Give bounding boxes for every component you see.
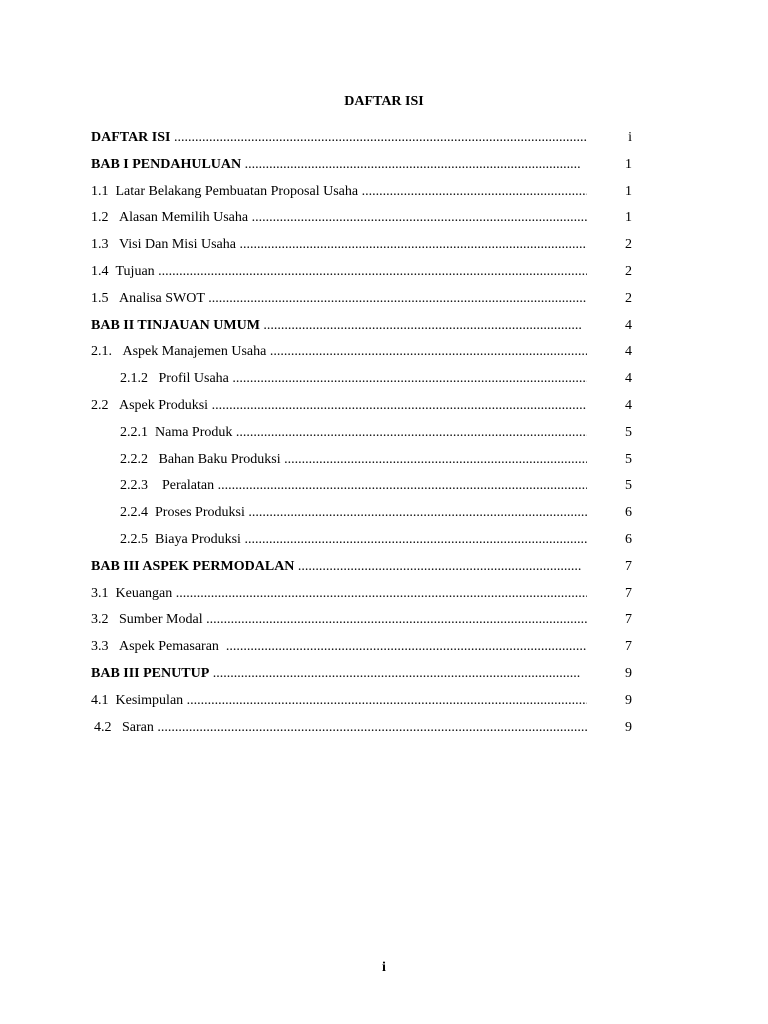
toc-entry-label: Latar Belakang Pembuatan Proposal Usaha	[115, 183, 359, 199]
table-of-contents	[0, 128, 768, 744]
toc-entry[interactable]	[0, 235, 768, 262]
toc-entry-number: 3.1	[91, 585, 109, 601]
toc-entry-number: 2.2	[91, 397, 109, 413]
toc-entry[interactable]	[0, 369, 768, 396]
toc-entry[interactable]	[0, 584, 768, 611]
toc-entry[interactable]	[0, 208, 768, 235]
toc-entry-label: Saran	[122, 719, 154, 735]
toc-entry[interactable]	[0, 691, 768, 718]
toc-entry-page: 1	[625, 156, 632, 172]
toc-entry-label: Peralatan	[162, 478, 215, 494]
toc-entry[interactable]	[0, 342, 768, 369]
toc-entry[interactable]	[0, 503, 768, 530]
toc-entry-page: 7	[625, 585, 632, 601]
toc-entry[interactable]	[0, 718, 768, 745]
toc-entry-label: BAB I PENDAHULUAN	[91, 156, 242, 172]
page-title: DAFTAR ISI	[344, 94, 424, 109]
toc-entry-label: Profil Usaha	[158, 371, 229, 387]
toc-entry[interactable]	[0, 637, 768, 664]
toc-entry[interactable]	[0, 610, 768, 637]
toc-entry-label: Keuangan	[115, 585, 173, 601]
toc-entry-page: 5	[625, 424, 632, 440]
toc-entry[interactable]	[0, 182, 768, 209]
toc-entry-number: 2.2.1	[120, 424, 148, 440]
toc-entry-number: 1.4	[91, 263, 109, 279]
toc-entry-page: i	[628, 130, 632, 145]
toc-entry[interactable]	[0, 316, 768, 343]
toc-entry-page: 7	[625, 639, 632, 655]
toc-entry-page: 1	[625, 183, 632, 199]
toc-entry-page: 2	[625, 263, 632, 279]
toc-entry-number: 2.1.2	[120, 371, 148, 387]
toc-entry-number: 2.2.5	[120, 531, 148, 547]
toc-entry-number: 1.5	[91, 290, 109, 306]
toc-entry-label: Aspek Pemasaran	[119, 639, 219, 655]
toc-entry-number: 2.2.4	[120, 505, 148, 521]
toc-entry-page: 2	[625, 290, 632, 306]
toc-entry-label: Aspek Manajemen Usaha	[122, 344, 267, 360]
toc-entry-page: 4	[625, 317, 632, 333]
toc-entry-page: 6	[625, 531, 632, 547]
toc-entry-number: 1.1	[91, 183, 109, 199]
page-number: i	[382, 960, 386, 975]
toc-entry[interactable]	[0, 289, 768, 316]
toc-entry-label: BAB III ASPEK PERMODALAN	[91, 558, 295, 574]
toc-entry-page: 2	[625, 237, 632, 253]
toc-entry-number: 4.2	[94, 719, 112, 735]
toc-entry[interactable]	[0, 450, 768, 477]
toc-entry-page: 5	[625, 478, 632, 494]
toc-entry[interactable]	[0, 128, 768, 155]
toc-entry-label: Aspek Produksi	[119, 397, 209, 413]
toc-entry-page: 4	[625, 397, 632, 413]
toc-entry-label: Nama Produk	[155, 424, 233, 440]
toc-entry[interactable]	[0, 557, 768, 584]
toc-entry-page: 4	[625, 344, 632, 360]
toc-entry-label: Tujuan	[115, 263, 155, 279]
toc-entry-number: 1.3	[91, 237, 109, 253]
toc-entry[interactable]	[0, 423, 768, 450]
toc-entry[interactable]	[0, 155, 768, 182]
toc-entry-label: Sumber Modal	[119, 612, 203, 628]
toc-entry-page: 7	[625, 612, 632, 628]
toc-entry-label: Analisa SWOT	[119, 290, 205, 306]
toc-entry-page: 5	[625, 451, 632, 467]
toc-entry-label: Proses Produksi	[155, 505, 245, 521]
toc-entry[interactable]	[0, 476, 768, 503]
toc-entry-page: 4	[625, 371, 632, 387]
toc-entry-number: 2.1.	[91, 344, 112, 360]
toc-entry-page: 1	[625, 210, 632, 226]
toc-entry-label: Biaya Produksi	[155, 531, 241, 547]
toc-entry-number: 2.2.3	[120, 478, 148, 494]
toc-entry[interactable]	[0, 530, 768, 557]
toc-entry-number: 3.3	[91, 639, 109, 655]
toc-entry-page: 7	[625, 558, 632, 574]
toc-entry-page: 9	[625, 692, 632, 708]
toc-entry-page: 9	[625, 719, 632, 735]
toc-entry-label: Visi Dan Misi Usaha	[119, 237, 236, 253]
toc-entry-number: 4.1	[91, 692, 109, 708]
toc-entry-page: 6	[625, 505, 632, 521]
toc-entry[interactable]	[0, 664, 768, 691]
toc-entry-number: 3.2	[91, 612, 109, 628]
toc-entry-label: Alasan Memilih Usaha	[119, 210, 249, 226]
toc-entry-page: 9	[625, 665, 632, 681]
toc-entry-label: BAB II TINJAUAN UMUM	[91, 317, 260, 333]
toc-entry-label: Kesimpulan	[115, 692, 184, 708]
toc-entry-number: 2.2.2	[120, 451, 148, 467]
toc-entry[interactable]	[0, 396, 768, 423]
toc-entry[interactable]	[0, 262, 768, 289]
toc-entry-label: BAB III PENUTUP	[91, 665, 210, 681]
toc-entry-label: Bahan Baku Produksi	[158, 451, 281, 467]
toc-entry-number: 1.2	[91, 210, 109, 226]
toc-entry-label: DAFTAR ISI	[91, 130, 171, 145]
